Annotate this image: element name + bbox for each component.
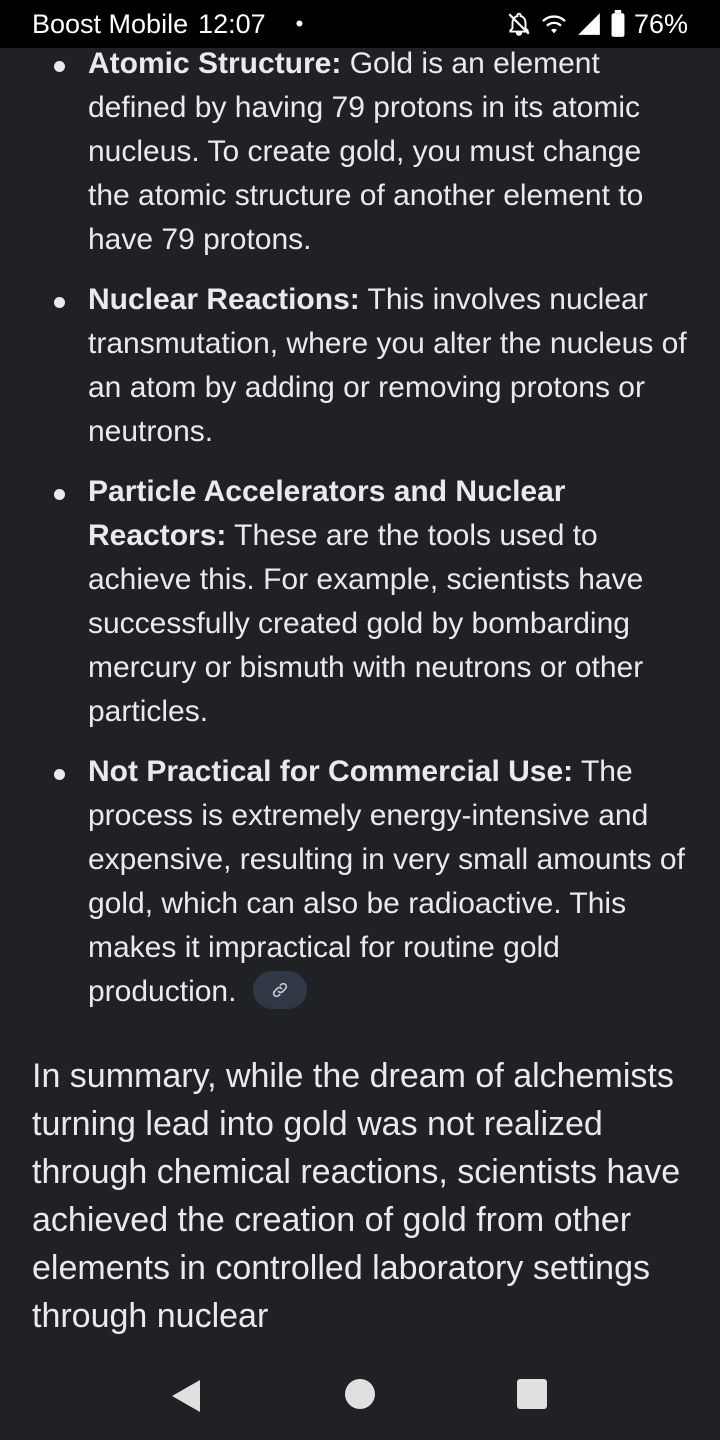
- list-item: [0, 48, 720, 262]
- recents-icon[interactable]: [516, 1378, 548, 1415]
- bullet-list: [0, 48, 720, 1030]
- notification-dot: •: [295, 11, 304, 36]
- navigation-bar: [0, 1348, 720, 1440]
- list-item: [0, 750, 720, 1014]
- wifi-icon: [540, 11, 568, 37]
- bullet-text: The process is extremely energy-intensive and expensive, resulting in very small amounts of gold, which can also be radioactive. This makes it impractical for routine gold production.: [88, 755, 685, 1008]
- summary-paragraph: In summary, while the dream of alchemists turning lead into gold was not realized through chemical reactions, scientists have achieved the creation of gold from other elements in controlled laboratory settings through nuclear: [32, 1057, 681, 1335]
- link-icon: [271, 981, 289, 999]
- bullet-title: Not Practical for Commercial Use:: [88, 755, 574, 788]
- bullet-dot: [54, 769, 65, 780]
- battery-icon: [610, 10, 626, 38]
- battery-percent: 76%: [633, 8, 688, 39]
- bullet-dot: [54, 61, 65, 72]
- back-icon[interactable]: [170, 1378, 202, 1419]
- bullet-text: This involves nuclear transmutation, where you alter the nucleus of an atom by adding or removing protons or neutrons.: [88, 283, 687, 448]
- bullet-title: Atomic Structure:: [88, 48, 342, 80]
- list-item: [0, 278, 720, 454]
- bullet-title: Nuclear Reactions:: [88, 283, 360, 316]
- carrier-name: Boost Mobile: [32, 8, 189, 39]
- status-bar: [0, 0, 720, 48]
- bullet-dot: [54, 297, 65, 308]
- signal-icon: [576, 11, 602, 37]
- response-content[interactable]: [0, 48, 720, 1348]
- list-item: [0, 470, 720, 734]
- bullet-text: These are the tools used to achieve this. For example, scientists have successfully created gold by bombarding mercury or bismuth with neutrons or other particles.: [88, 519, 644, 728]
- clock: 12:07: [198, 8, 266, 39]
- notifications-off-icon: [506, 11, 532, 37]
- bullet-dot: [54, 489, 65, 500]
- status-right: [506, 9, 688, 40]
- bullet-text: Gold is an element defined by having 79 protons in its atomic nucleus. To create gold, you must change the atomic structure of another element to have 79 protons.: [88, 48, 644, 256]
- source-link-chip[interactable]: [253, 971, 307, 1009]
- home-icon[interactable]: [344, 1378, 376, 1415]
- status-left: [32, 9, 303, 40]
- bullet-title: Particle Accelerators and Nuclear Reactors:: [88, 475, 566, 552]
